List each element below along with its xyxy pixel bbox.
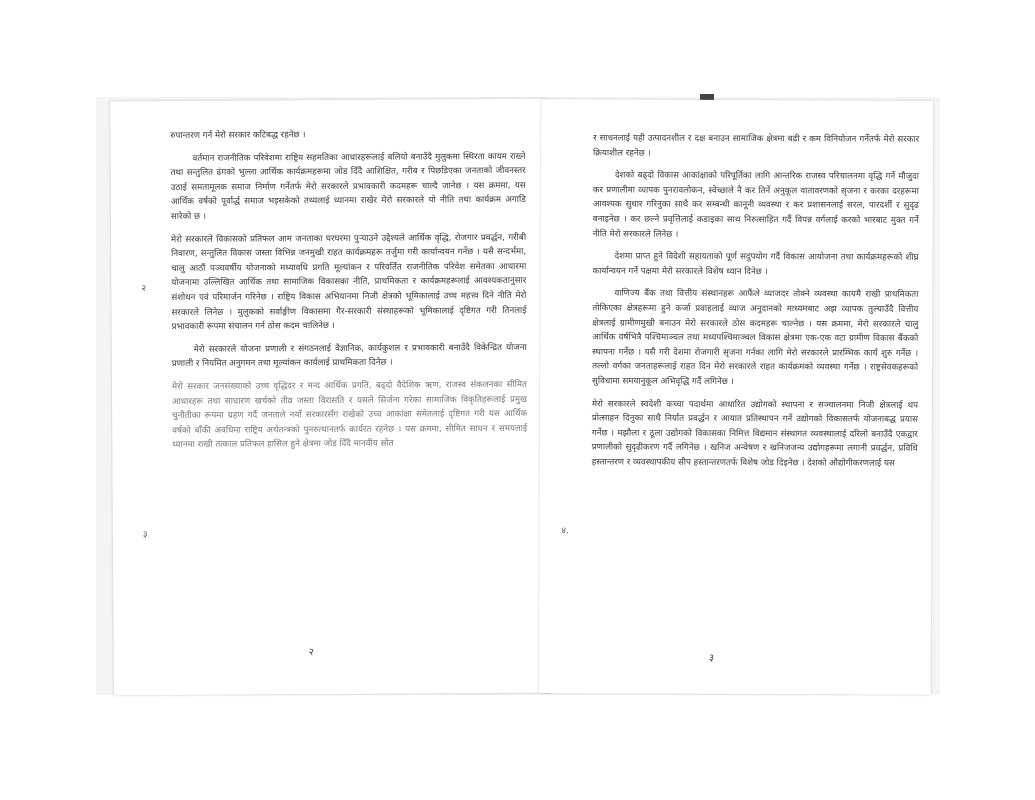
right-paragraph-3: देशमा प्राप्त हुने विदेशी सहायताको पूर्ण सदुपयोग गर्दै विकास आयोजना तथा कार्यक्रमहरूको शीघ्र कार्यान्वयन गर्ने पक्षमा मेरो सरकारले विशेष ध्यान दिनेछ । xyxy=(592,251,919,277)
paragraph-number: ४. xyxy=(561,526,569,537)
right-paragraph-5: मेरो सरकारले स्वदेशी कच्चा पदार्थमा आधारित उद्योगको स्थापना र सञ्चालनमा निजी क्षेत्रलाई थप प्रोत्साहन दिनुका साथै निर्यात प्रवर्द्धन र आयात प्रतिस्थापन गर्ने उद्योगको विकासतर्फ योजनाबद्ध प्रयास गर्नेछ । मझौला र ठूला उद्योगको विकासका निमित्त विद्यमान संस्थागत व्यवस्थालाई दरिलो बनाउँदै एकद्वार प्रणालीको सुदृढीकरण गर्दै लगिनेछ । खनिज अन्वेषण र खनिजजन्य उद्योगहरूमा लगानी प्रवर्द्धन, प्रविधि हस्तान्तरण र व्यवस्थापकीय सीप हस्तान्तरणतर्फ विशेष जोड दिइनेछ । देशको औद्योगीकरणलाई यस xyxy=(591,398,918,469)
right-paragraph-2: देशको बढ्दो विकास आकांक्षाको परिपूर्तिका लागि आन्तरिक राजस्व परिचालनमा वृद्धि गर्ने मौजुदा कर प्रणालीमा व्यापक पुनरावलोकन, स्वेच्छाले नै कर तिर्ने अनुकूल वातावरणको सृजना र करका दरहरूमा आवश्यक सुधार गरिनुका साथै कर सम्बन्धी कानूनी व्यवस्था र कर प्रशासनलाई सरल, पारदर्शी र सुदृढ बनाइनेछ । कर छल्ने प्रवृत्तिलाई कडाइका साथ निरुत्साहित गर्दै विपन्न वर्गलाई करको भारबाट मुक्त गर्ने नीति मेरो सरकारले लिनेछ । xyxy=(592,170,919,240)
page-number: ३ xyxy=(708,652,715,664)
right-paragraph-4: वाणिज्य बैंक तथा वित्तीय संस्थानहरू आफैंले व्याजदर तोक्ने व्यवस्था कायमै राखी प्राथमिकता तोकिएका क्षेत्रहरूमा हुने कर्जा प्रवाहलाई व्याज अनुदानको माध्यमबाट अझ व्यापक तुल्याउँदै वित्तीय क्षेत्रलाई ग्रामीणमुखी बनाउन मेरो सरकारले ठोस कदमहरू चाल्नेछ । यस क्रममा, मेरो सरकारले चालु आर्थिक वर्षभित्रै पश्चिमाञ्चल तथा मध्यपश्चिमाञ्चल विकास क्षेत्रमा एक-एक वटा ग्रामीण विकास बैंकको स्थापना गर्नेछ । यसै गरी देशमा रोजगारी सृजना गर्नका लागि मेरो सरकारले प्रारम्भिक कार्य शुरु गर्नेछ । तल्लो वर्गका जनताहरूलाई राहत दिन मेरो सरकारले राहत कार्यक्रमको व्यवस्था गर्नेछ । राष्ट्रसेवकहरूको सुविधामा समयानुकूल अभिवृद्धि गर्दै लगिनेछ । xyxy=(592,288,919,387)
left-paragraph-4: मेरो सरकारले योजना प्रणाली र संगठनलाई वैज्ञानिक, कार्यकुशल र प्रभावकारी बनाउँदै विकेन्द्रित योजना प्रणाली र नियमित अनुगमन तथा मूल्यांकन कार्यलाई प्राथमिकता दिनेछ । xyxy=(171,342,527,370)
right-paragraph-1: र साधनलाई यही उत्पादनशील र दक्ष बनाउन सामाजिक क्षेत्रमा बढी र कम विनियोजन गर्नेतर्फ मेरो सरकार क्रियाशील रहनेछ । xyxy=(593,133,920,159)
left-paragraph-1: रुपान्तरण गर्न मेरो सरकार कटिबद्ध रहनेछ । xyxy=(170,130,306,141)
page-number: २ xyxy=(308,647,314,659)
paragraph-number: २ xyxy=(141,284,147,295)
left-page xyxy=(110,99,551,696)
paragraph-number: ३ xyxy=(142,530,148,541)
right-page-body xyxy=(540,131,934,479)
left-page-body xyxy=(110,127,549,462)
left-paragraph-2: वर्तमान राजनीतिक परिवेशमा राष्ट्रिय सहमतिका आधारहरूलाई बलियो बनाउँदै मुलुकमा स्थिरता कायम राख्ने तथा सन्तुलित ढंगको भुल्ला आर्थिक कार्यक्रमहरूमा जोड दिँदै आशिक्षित, गरीब र पिछडिएका जनताको जीवनस्तर उठाई समतामूलक समाज निर्माण गर्नेतर्फ मेरो सरकारले प्रभावकारी कदमहरू चाल्दै जानेछ । यस क्रममा, यस आर्थिक वर्षको पूर्वार्द्ध समाज भइसकेको तथ्यलाई ध्यानमा राखेर मेरो सरकारले यो नीति तथा कार्यक्रम अगाडि सारेको छ । xyxy=(170,151,526,222)
left-paragraph-3: मेरो सरकारले विकासको प्रतिफल आम जनताका घरघरमा पुऱ्याउने उद्देश्यले आर्थिक वृद्धि, रोजगार प्रवर्द्धन, गरीबी निवारण, सन्तुलित विकास जस्ता विभिन्न जनमुखी राहत कार्यक्रमहरू तर्जुमा गरी कार्यान्वयन गर्नेछ । यसै सन्दर्भमा, चालु आठौं पञ्चवर्षीय योजनाको मध्यावधि प्रगति मूल्यांकन र परिवर्तित राजनीतिक परिवेश समेतका आधारमा योजनामा उल्लिखित आर्थिक तथा सामाजिक विकासका नीति, प्राथमिकता र कार्यक्रमहरूलाई आवश्यकतानुसार संशोधन एवं परिमार्जन गरिनेछ । राष्ट्रिय विकास अभियानमा निजी क्षेत्रको भूमिकालाई उच्च महत्त्व दिने नीति मेरो सरकारले लिनेछ । मुलुकको सर्वाङ्गीण विकासमा गैर-सरकारी संस्थाहरूको भूमिकालाई दृष्टिगत गरी तिनलाई प्रभावकारी रूपमा संचालन गर्न ठोस कदम चालिनेछ । xyxy=(171,232,527,333)
right-page xyxy=(539,99,934,695)
left-paragraph-5: मेरो सरकार जनसंख्याको उच्च वृद्धिदर र मन्द आर्थिक प्रगति, बढ्दो वैदेशिक ऋण, राजस्व संकलनका सीमित आधारहरू तथा साधारण खर्चको तीव्र जस्ता विरासति र यसले सिर्जना गरेका सामाजिक विकृतिहरूलाई प्रमुख चुनौतीका रूपमा ग्रहण गर्दै जनताले नयाँ सरकारसँग राखेको उच्च आकांक्षा समेतलाई दृष्टिगत गरी यस आर्थिक वर्षको बाँकी अवधिमा राष्ट्रिय अर्थतन्त्रको पुनरुत्थानतर्फ कार्यरत रहनेछ । यस क्रममा, सीमित साधन र समयलाई ध्यानमा राखी तत्काल प्रतिफल हासिल हुने क्षेत्रमा जोड दिँदै मानवीय स्रोत xyxy=(171,379,528,451)
